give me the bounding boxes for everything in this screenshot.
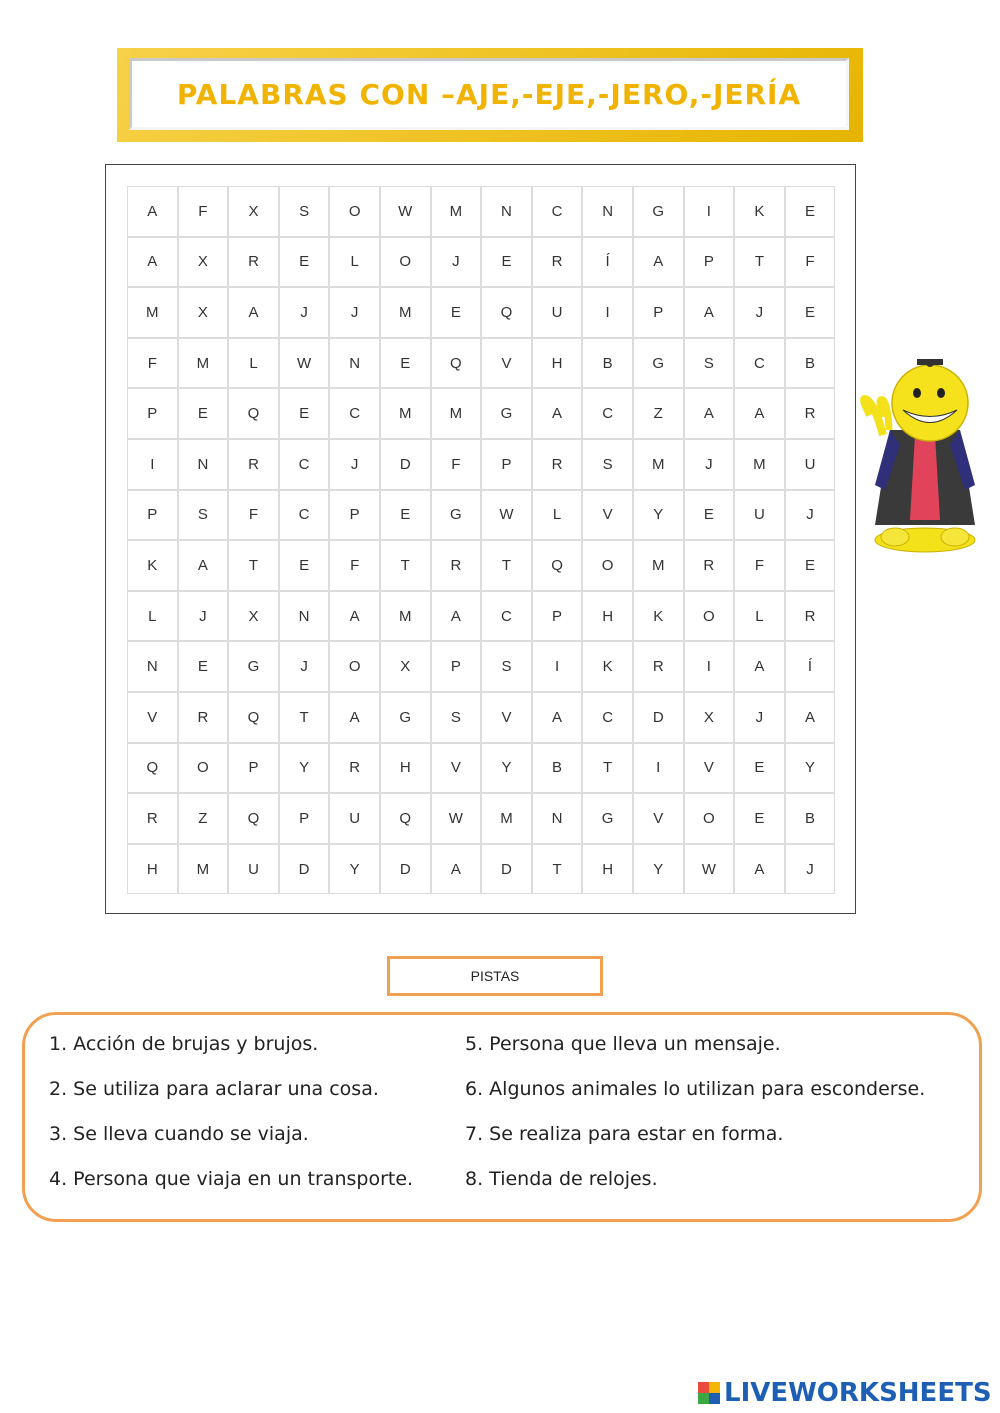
grid-cell[interactable]: N <box>127 641 178 692</box>
title-frame <box>117 48 863 142</box>
grid-cell[interactable]: O <box>380 237 431 288</box>
grid-cell[interactable]: Q <box>127 743 178 794</box>
clue-4: 4. Persona que viaja en un transporte. <box>49 1168 414 1190</box>
grid-cell[interactable]: Q <box>228 388 279 439</box>
grid-cell[interactable]: W <box>279 338 330 389</box>
koro-sensei-mascot <box>855 355 990 555</box>
grid-cell[interactable]: E <box>785 287 836 338</box>
grid-cell[interactable]: S <box>481 641 532 692</box>
title-panel <box>129 58 849 130</box>
grid-cell[interactable]: Z <box>633 388 684 439</box>
grid-cell[interactable]: O <box>329 186 380 237</box>
grid-cell[interactable]: R <box>684 540 735 591</box>
grid-cell[interactable]: S <box>279 186 330 237</box>
grid-cell[interactable]: O <box>582 540 633 591</box>
grid-cell[interactable]: J <box>279 641 330 692</box>
grid-cell[interactable]: Y <box>481 743 532 794</box>
grid-cell[interactable]: P <box>228 743 279 794</box>
word-search-grid <box>127 186 835 894</box>
grid-cell[interactable]: J <box>329 439 380 490</box>
grid-cell[interactable]: A <box>734 388 785 439</box>
grid-cell[interactable]: W <box>380 186 431 237</box>
grid-cell[interactable]: Q <box>481 287 532 338</box>
grid-cell[interactable]: R <box>532 439 583 490</box>
grid-cell[interactable]: L <box>127 591 178 642</box>
grid-cell[interactable]: P <box>329 490 380 541</box>
grid-cell[interactable]: P <box>431 641 482 692</box>
grid-cell[interactable]: P <box>279 793 330 844</box>
grid-cell[interactable]: E <box>380 490 431 541</box>
grid-cell[interactable]: M <box>633 540 684 591</box>
clue-6: 6. Algunos animales lo utilizan para esconderse. <box>465 1078 926 1100</box>
grid-cell[interactable]: W <box>684 844 735 895</box>
clue-7: 7. Se realiza para estar en forma. <box>465 1123 784 1145</box>
grid-cell[interactable]: O <box>684 591 735 642</box>
grid-cell[interactable]: C <box>481 591 532 642</box>
grid-cell[interactable]: H <box>127 844 178 895</box>
grid-cell[interactable]: S <box>684 338 735 389</box>
grid-cell[interactable]: C <box>279 490 330 541</box>
grid-cell[interactable]: Y <box>279 743 330 794</box>
grid-cell[interactable]: R <box>532 237 583 288</box>
grid-cell[interactable]: A <box>178 540 229 591</box>
grid-cell[interactable]: M <box>380 287 431 338</box>
grid-cell[interactable]: U <box>329 793 380 844</box>
grid-cell[interactable]: K <box>582 641 633 692</box>
grid-cell[interactable]: A <box>734 641 785 692</box>
grid-cell[interactable]: P <box>532 591 583 642</box>
grid-cell[interactable]: B <box>785 793 836 844</box>
grid-cell[interactable]: E <box>380 338 431 389</box>
grid-cell[interactable]: G <box>380 692 431 743</box>
grid-cell[interactable]: Q <box>431 338 482 389</box>
clue-3: 3. Se lleva cuando se viaja. <box>49 1123 309 1145</box>
grid-cell[interactable]: A <box>532 388 583 439</box>
grid-cell[interactable]: R <box>633 641 684 692</box>
grid-cell[interactable]: T <box>380 540 431 591</box>
grid-cell[interactable]: I <box>532 641 583 692</box>
grid-cell[interactable]: M <box>178 844 229 895</box>
grid-cell[interactable]: U <box>734 490 785 541</box>
grid-cell[interactable]: H <box>532 338 583 389</box>
grid-cell[interactable]: F <box>178 186 229 237</box>
grid-cell[interactable]: M <box>633 439 684 490</box>
grid-cell[interactable]: M <box>178 338 229 389</box>
grid-cell[interactable]: V <box>582 490 633 541</box>
grid-cell[interactable]: D <box>481 844 532 895</box>
grid-cell[interactable]: R <box>127 793 178 844</box>
grid-cell[interactable]: E <box>431 287 482 338</box>
grid-cell[interactable]: H <box>582 844 633 895</box>
grid-cell[interactable]: L <box>228 338 279 389</box>
grid-cell[interactable]: D <box>380 844 431 895</box>
grid-cell[interactable]: V <box>431 743 482 794</box>
grid-cell[interactable]: S <box>431 692 482 743</box>
page-title: PALABRAS CON –AJE,-EJE,-JERO,-JERÍA <box>176 77 802 111</box>
grid-cell[interactable]: C <box>532 186 583 237</box>
grid-cell[interactable]: G <box>633 338 684 389</box>
grid-cell[interactable]: J <box>684 439 735 490</box>
grid-cell[interactable]: U <box>785 439 836 490</box>
grid-cell[interactable]: W <box>431 793 482 844</box>
grid-cell[interactable]: A <box>532 692 583 743</box>
grid-cell[interactable]: Y <box>329 844 380 895</box>
grid-cell[interactable]: G <box>228 641 279 692</box>
grid-cell[interactable]: I <box>582 287 633 338</box>
grid-cell[interactable]: E <box>279 388 330 439</box>
grid-cell[interactable]: C <box>329 388 380 439</box>
clue-1: 1. Acción de brujas y brujos. <box>49 1033 319 1055</box>
grid-cell[interactable]: F <box>228 490 279 541</box>
grid-cell[interactable]: E <box>785 186 836 237</box>
grid-cell[interactable]: A <box>431 591 482 642</box>
grid-cell[interactable]: I <box>127 439 178 490</box>
grid-cell[interactable]: T <box>532 844 583 895</box>
grid-cell[interactable]: A <box>127 237 178 288</box>
grid-cell[interactable]: J <box>178 591 229 642</box>
grid-cell[interactable]: U <box>228 844 279 895</box>
grid-cell[interactable]: A <box>329 692 380 743</box>
grid-cell[interactable]: P <box>481 439 532 490</box>
grid-cell[interactable]: E <box>734 793 785 844</box>
grid-cell[interactable]: I <box>684 186 735 237</box>
grid-cell[interactable]: G <box>582 793 633 844</box>
grid-cell[interactable]: J <box>785 490 836 541</box>
grid-cell[interactable]: H <box>380 743 431 794</box>
grid-cell[interactable]: P <box>127 388 178 439</box>
grid-cell[interactable]: M <box>431 388 482 439</box>
grid-cell[interactable]: P <box>633 287 684 338</box>
grid-cell[interactable]: Y <box>785 743 836 794</box>
grid-cell[interactable]: R <box>785 388 836 439</box>
grid-cell[interactable]: L <box>329 237 380 288</box>
clue-2: 2. Se utiliza para aclarar una cosa. <box>49 1078 379 1100</box>
word-search-frame <box>105 164 856 914</box>
grid-cell[interactable]: R <box>329 743 380 794</box>
grid-cell[interactable]: J <box>734 287 785 338</box>
grid-cell[interactable]: W <box>481 490 532 541</box>
grid-cell[interactable]: F <box>734 540 785 591</box>
grid-cell[interactable]: F <box>329 540 380 591</box>
grid-cell[interactable]: L <box>734 591 785 642</box>
grid-cell[interactable]: V <box>481 338 532 389</box>
clue-5: 5. Persona que lleva un mensaje. <box>465 1033 781 1055</box>
grid-cell[interactable]: I <box>633 743 684 794</box>
grid-cell[interactable]: R <box>178 692 229 743</box>
grid-cell[interactable]: Í <box>582 237 633 288</box>
grid-cell[interactable]: Y <box>633 490 684 541</box>
grid-cell[interactable]: C <box>582 388 633 439</box>
grid-cell[interactable]: N <box>279 591 330 642</box>
grid-cell[interactable]: P <box>127 490 178 541</box>
grid-cell[interactable]: H <box>582 591 633 642</box>
grid-cell[interactable]: Q <box>380 793 431 844</box>
grid-cell[interactable]: E <box>785 540 836 591</box>
grid-cell[interactable]: K <box>127 540 178 591</box>
grid-cell[interactable]: A <box>684 388 735 439</box>
grid-cell[interactable]: E <box>684 490 735 541</box>
grid-cell[interactable]: P <box>684 237 735 288</box>
grid-cell[interactable]: F <box>431 439 482 490</box>
grid-cell[interactable]: M <box>380 388 431 439</box>
grid-cell[interactable]: M <box>127 287 178 338</box>
grid-cell[interactable]: R <box>228 439 279 490</box>
grid-cell[interactable]: K <box>734 186 785 237</box>
grid-cell[interactable]: G <box>431 490 482 541</box>
grid-cell[interactable]: X <box>228 186 279 237</box>
grid-cell[interactable]: Q <box>228 692 279 743</box>
grid-cell[interactable]: M <box>481 793 532 844</box>
grid-cell[interactable]: G <box>633 186 684 237</box>
grid-cell[interactable]: Z <box>178 793 229 844</box>
grid-cell[interactable]: E <box>178 641 229 692</box>
grid-cell[interactable]: J <box>785 844 836 895</box>
grid-cell[interactable]: V <box>127 692 178 743</box>
grid-cell[interactable]: X <box>684 692 735 743</box>
grid-cell[interactable]: B <box>582 338 633 389</box>
grid-cell[interactable]: M <box>734 439 785 490</box>
grid-cell[interactable]: B <box>532 743 583 794</box>
grid-cell[interactable]: C <box>734 338 785 389</box>
grid-cell[interactable]: E <box>178 388 229 439</box>
grid-cell[interactable]: E <box>481 237 532 288</box>
grid-cell[interactable]: V <box>633 793 684 844</box>
grid-cell[interactable]: G <box>481 388 532 439</box>
grid-cell[interactable]: T <box>279 692 330 743</box>
grid-cell[interactable]: A <box>785 692 836 743</box>
grid-cell[interactable]: R <box>785 591 836 642</box>
grid-cell[interactable]: Í <box>785 641 836 692</box>
grid-cell[interactable]: F <box>785 237 836 288</box>
grid-cell[interactable]: M <box>431 186 482 237</box>
grid-cell[interactable]: A <box>684 287 735 338</box>
grid-cell[interactable]: K <box>633 591 684 642</box>
clues-box <box>22 1012 982 1222</box>
grid-cell[interactable]: N <box>532 793 583 844</box>
grid-cell[interactable]: O <box>684 793 735 844</box>
title-banner <box>117 48 863 142</box>
grid-cell[interactable]: E <box>279 237 330 288</box>
grid-cell[interactable]: T <box>481 540 532 591</box>
grid-cell[interactable]: E <box>734 743 785 794</box>
grid-cell[interactable]: L <box>532 490 583 541</box>
grid-cell[interactable]: J <box>279 287 330 338</box>
grid-cell[interactable]: T <box>228 540 279 591</box>
grid-cell[interactable]: A <box>127 186 178 237</box>
grid-cell[interactable]: I <box>684 641 735 692</box>
liveworksheets-logo-icon <box>698 1382 720 1404</box>
grid-cell[interactable]: A <box>329 591 380 642</box>
grid-cell[interactable]: A <box>431 844 482 895</box>
grid-cell[interactable]: V <box>481 692 532 743</box>
grid-cell[interactable]: O <box>178 743 229 794</box>
grid-cell[interactable]: X <box>380 641 431 692</box>
grid-cell[interactable]: R <box>228 237 279 288</box>
grid-cell[interactable]: A <box>633 237 684 288</box>
grid-cell[interactable]: X <box>228 591 279 642</box>
brand-name: LIVEWORKSHEETS <box>724 1378 992 1408</box>
grid-cell[interactable]: J <box>734 692 785 743</box>
grid-cell[interactable]: J <box>431 237 482 288</box>
grid-cell[interactable]: A <box>228 287 279 338</box>
pistas-label: PISTAS <box>387 956 603 996</box>
grid-cell[interactable]: A <box>734 844 785 895</box>
grid-cell[interactable]: M <box>380 591 431 642</box>
grid-cell[interactable]: R <box>431 540 482 591</box>
grid-cell[interactable]: S <box>178 490 229 541</box>
grid-cell[interactable]: Q <box>532 540 583 591</box>
grid-cell[interactable]: X <box>178 237 229 288</box>
grid-cell[interactable]: E <box>279 540 330 591</box>
grid-cell[interactable]: D <box>633 692 684 743</box>
grid-cell[interactable]: F <box>127 338 178 389</box>
grid-cell[interactable]: N <box>178 439 229 490</box>
grid-cell[interactable]: V <box>684 743 735 794</box>
grid-cell[interactable]: S <box>582 439 633 490</box>
grid-cell[interactable]: D <box>380 439 431 490</box>
grid-cell[interactable]: J <box>329 287 380 338</box>
grid-cell[interactable]: N <box>329 338 380 389</box>
grid-cell[interactable]: C <box>582 692 633 743</box>
grid-cell[interactable]: N <box>481 186 532 237</box>
grid-cell[interactable]: U <box>532 287 583 338</box>
grid-cell[interactable]: B <box>785 338 836 389</box>
grid-cell[interactable]: D <box>279 844 330 895</box>
footer-logo[interactable] <box>698 1378 992 1408</box>
grid-cell[interactable]: N <box>582 186 633 237</box>
grid-cell[interactable]: T <box>582 743 633 794</box>
grid-cell[interactable]: Y <box>633 844 684 895</box>
grid-cell[interactable]: Q <box>228 793 279 844</box>
grid-cell[interactable]: O <box>329 641 380 692</box>
grid-cell[interactable]: T <box>734 237 785 288</box>
grid-cell[interactable]: C <box>279 439 330 490</box>
grid-cell[interactable]: X <box>178 287 229 338</box>
clue-8: 8. Tienda de relojes. <box>465 1168 658 1190</box>
